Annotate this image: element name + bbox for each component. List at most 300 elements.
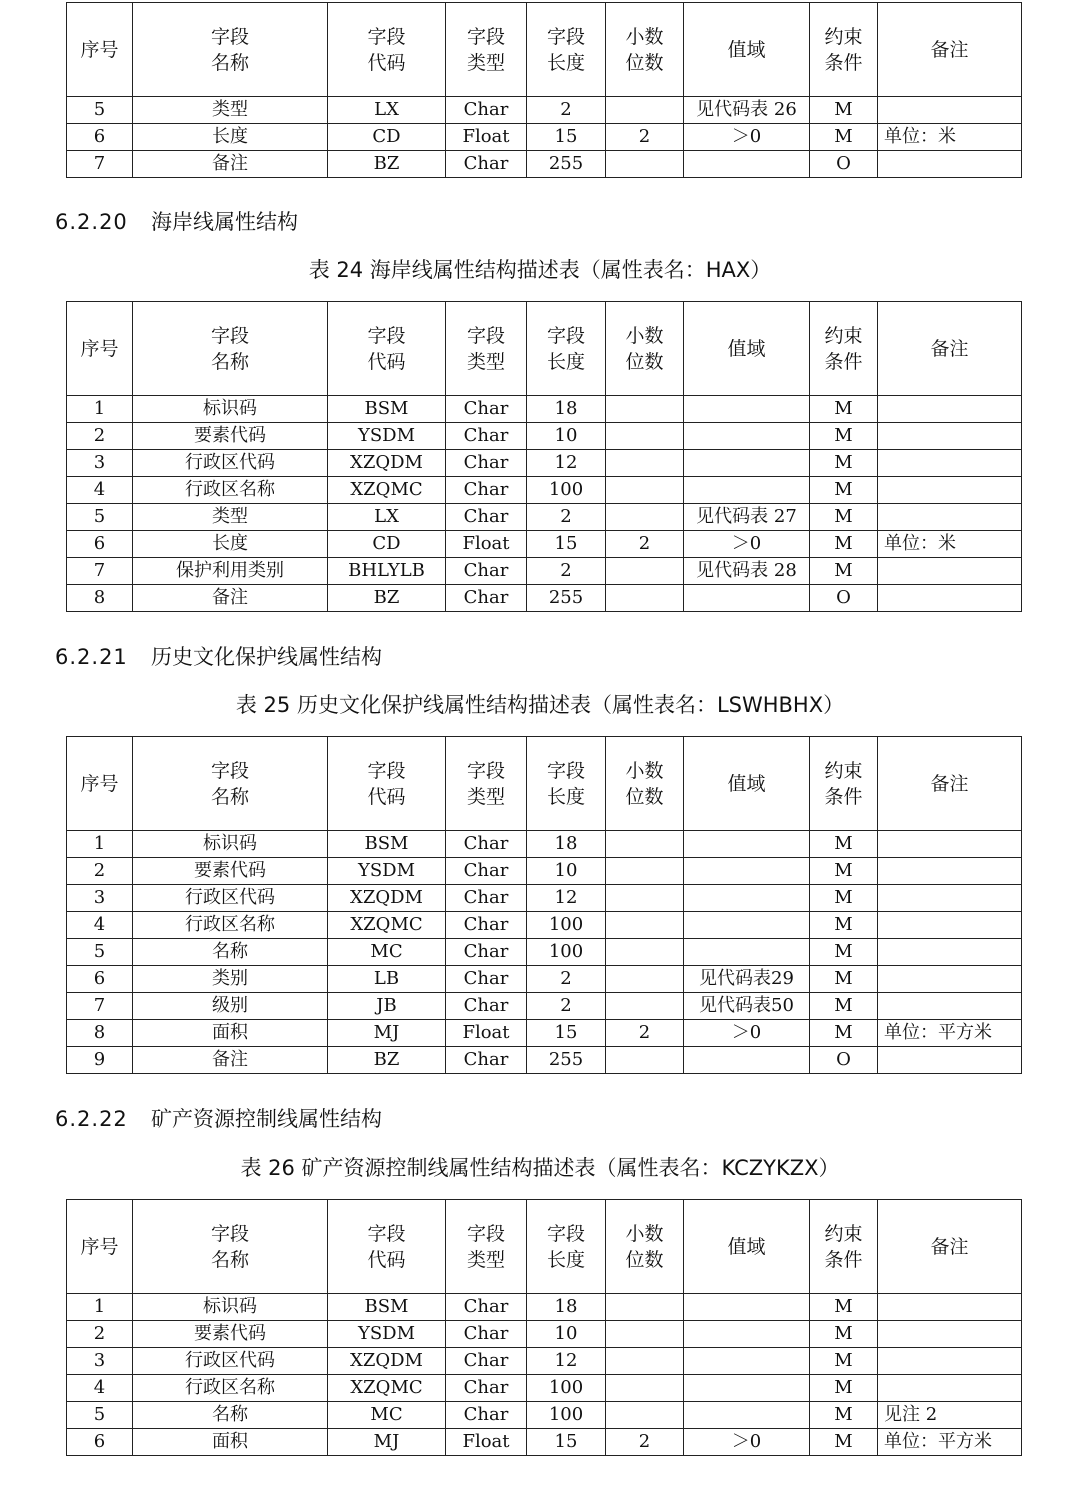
- cell-field-type: Float: [446, 1429, 527, 1456]
- table-row: [67, 966, 1022, 993]
- cell-constraint: M: [810, 531, 878, 558]
- header-field-code: 字段 代码: [328, 302, 446, 396]
- cell-seq: 2: [67, 858, 133, 885]
- cell-value-domain: [684, 1348, 810, 1375]
- header-row: [67, 737, 1022, 831]
- cell-remark: 见注 2: [878, 1402, 1022, 1429]
- cell-constraint: M: [810, 1402, 878, 1429]
- cell-decimals: [606, 396, 684, 423]
- table-24-coastline: [66, 301, 1022, 612]
- cell-field-length: 2: [527, 558, 606, 585]
- cell-field-length: 2: [527, 993, 606, 1020]
- cell-field-length: 18: [527, 831, 606, 858]
- cell-constraint: M: [810, 423, 878, 450]
- header-decimals: 小数 位数: [606, 737, 684, 831]
- cell-field-length: 100: [527, 912, 606, 939]
- header-field-length: 字段 长度: [527, 302, 606, 396]
- cell-decimals: [606, 423, 684, 450]
- cell-seq: 7: [67, 151, 133, 178]
- cell-value-domain: [684, 477, 810, 504]
- cell-field-type: Char: [446, 504, 527, 531]
- cell-decimals: [606, 450, 684, 477]
- cell-constraint: M: [810, 912, 878, 939]
- cell-field-length: 15: [527, 531, 606, 558]
- cell-remark: [878, 831, 1022, 858]
- header-constraint: 约束 条件: [810, 737, 878, 831]
- cell-field-length: 100: [527, 939, 606, 966]
- cell-remark: [878, 966, 1022, 993]
- cell-remark: [878, 1047, 1022, 1074]
- header-field-type: 字段 类型: [446, 1200, 527, 1294]
- cell-value-domain: ＞0: [684, 1429, 810, 1456]
- table-row: [67, 1020, 1022, 1047]
- cell-decimals: [606, 585, 684, 612]
- cell-field-length: 15: [527, 1020, 606, 1047]
- cell-decimals: [606, 1375, 684, 1402]
- header-field-code: 字段 代码: [328, 1200, 446, 1294]
- section-title: 矿产资源控制线属性结构: [151, 1107, 382, 1131]
- cell-constraint: M: [810, 1429, 878, 1456]
- cell-constraint: M: [810, 97, 878, 124]
- cell-field-name: 长度: [133, 531, 328, 558]
- cell-field-name: 行政区名称: [133, 477, 328, 504]
- cell-decimals: 2: [606, 531, 684, 558]
- cell-field-name: 名称: [133, 1402, 328, 1429]
- table-row: [67, 912, 1022, 939]
- cell-value-domain: [684, 912, 810, 939]
- cell-seq: 4: [67, 912, 133, 939]
- cell-seq: 5: [67, 97, 133, 124]
- header-value-domain: 值域: [684, 3, 810, 97]
- cell-field-code: BSM: [328, 831, 446, 858]
- cell-field-length: 15: [527, 1429, 606, 1456]
- section-number: 6.2.21: [55, 645, 128, 669]
- cell-constraint: M: [810, 558, 878, 585]
- table-row: [67, 1429, 1022, 1456]
- cell-value-domain: [684, 858, 810, 885]
- cell-field-length: 12: [527, 1348, 606, 1375]
- cell-field-length: 18: [527, 396, 606, 423]
- cell-constraint: M: [810, 477, 878, 504]
- cell-field-name: 行政区名称: [133, 912, 328, 939]
- cell-constraint: M: [810, 1321, 878, 1348]
- cell-field-length: 12: [527, 885, 606, 912]
- cell-seq: 4: [67, 1375, 133, 1402]
- table-row: [67, 939, 1022, 966]
- cell-field-name: 长度: [133, 124, 328, 151]
- cell-field-code: MJ: [328, 1020, 446, 1047]
- cell-value-domain: 见代码表29: [684, 966, 810, 993]
- cell-decimals: 2: [606, 1429, 684, 1456]
- cell-field-length: 100: [527, 477, 606, 504]
- header-value-domain: 值域: [684, 737, 810, 831]
- cell-field-name: 要素代码: [133, 1321, 328, 1348]
- cell-value-domain: [684, 396, 810, 423]
- header-constraint: 约束 条件: [810, 1200, 878, 1294]
- header-field-name: 字段 名称: [133, 737, 328, 831]
- cell-remark: [878, 423, 1022, 450]
- cell-constraint: M: [810, 1020, 878, 1047]
- table-row: [67, 124, 1022, 151]
- cell-field-type: Char: [446, 885, 527, 912]
- header-field-length: 字段 长度: [527, 737, 606, 831]
- section-title: 历史文化保护线属性结构: [151, 645, 382, 669]
- cell-decimals: [606, 477, 684, 504]
- cell-decimals: [606, 1047, 684, 1074]
- cell-field-code: XZQDM: [328, 1348, 446, 1375]
- section-heading-6-2-20: [55, 208, 298, 236]
- cell-field-type: Char: [446, 1321, 527, 1348]
- table-row: [67, 1402, 1022, 1429]
- cell-field-type: Char: [446, 939, 527, 966]
- cell-field-code: LB: [328, 966, 446, 993]
- cell-seq: 3: [67, 450, 133, 477]
- cell-value-domain: [684, 423, 810, 450]
- cell-field-code: YSDM: [328, 858, 446, 885]
- cell-field-type: Char: [446, 966, 527, 993]
- section-title: 海岸线属性结构: [151, 210, 298, 234]
- cell-decimals: [606, 939, 684, 966]
- cell-value-domain: ＞0: [684, 531, 810, 558]
- table-26-mineral-resources: [66, 1199, 1022, 1456]
- cell-field-length: 100: [527, 1402, 606, 1429]
- cell-field-code: XZQMC: [328, 912, 446, 939]
- cell-value-domain: 见代码表 27: [684, 504, 810, 531]
- table-row: [67, 423, 1022, 450]
- cell-seq: 8: [67, 585, 133, 612]
- cell-seq: 5: [67, 504, 133, 531]
- cell-field-length: 2: [527, 966, 606, 993]
- cell-field-length: 18: [527, 1294, 606, 1321]
- header-field-code: 字段 代码: [328, 3, 446, 97]
- cell-value-domain: ＞0: [684, 124, 810, 151]
- cell-field-type: Char: [446, 912, 527, 939]
- cell-field-name: 行政区名称: [133, 1375, 328, 1402]
- header-field-name: 字段 名称: [133, 1200, 328, 1294]
- cell-value-domain: 见代码表 26: [684, 97, 810, 124]
- cell-value-domain: [684, 1402, 810, 1429]
- cell-field-code: BZ: [328, 151, 446, 178]
- header-field-type: 字段 类型: [446, 737, 527, 831]
- cell-seq: 8: [67, 1020, 133, 1047]
- cell-constraint: M: [810, 966, 878, 993]
- cell-seq: 7: [67, 993, 133, 1020]
- cell-seq: 7: [67, 558, 133, 585]
- cell-value-domain: [684, 585, 810, 612]
- cell-field-code: BHLYLB: [328, 558, 446, 585]
- cell-field-type: Char: [446, 1047, 527, 1074]
- table-caption-24: 表 24 海岸线属性结构描述表（属性表名：HAX）: [308, 258, 772, 282]
- header-remark: 备注: [878, 302, 1022, 396]
- cell-field-type: Char: [446, 993, 527, 1020]
- cell-decimals: [606, 97, 684, 124]
- cell-field-type: Char: [446, 423, 527, 450]
- cell-remark: [878, 912, 1022, 939]
- cell-value-domain: ＞0: [684, 1020, 810, 1047]
- cell-seq: 1: [67, 1294, 133, 1321]
- cell-field-name: 标识码: [133, 1294, 328, 1321]
- cell-field-code: XZQMC: [328, 477, 446, 504]
- cell-field-name: 类型: [133, 504, 328, 531]
- cell-constraint: M: [810, 124, 878, 151]
- section-heading-6-2-21: [55, 643, 382, 671]
- cell-decimals: [606, 558, 684, 585]
- cell-field-name: 备注: [133, 151, 328, 178]
- cell-seq: 2: [67, 423, 133, 450]
- cell-remark: [878, 993, 1022, 1020]
- table-row: [67, 1375, 1022, 1402]
- cell-remark: [878, 939, 1022, 966]
- header-value-domain: 值域: [684, 1200, 810, 1294]
- cell-constraint: M: [810, 1375, 878, 1402]
- cell-decimals: [606, 1294, 684, 1321]
- cell-field-code: XZQDM: [328, 885, 446, 912]
- cell-constraint: M: [810, 504, 878, 531]
- cell-constraint: M: [810, 1348, 878, 1375]
- cell-decimals: [606, 151, 684, 178]
- cell-field-type: Char: [446, 585, 527, 612]
- table-continued: [66, 2, 1022, 178]
- cell-value-domain: 见代码表50: [684, 993, 810, 1020]
- cell-decimals: [606, 1402, 684, 1429]
- cell-remark: 单位：平方米: [878, 1020, 1022, 1047]
- cell-decimals: [606, 885, 684, 912]
- cell-field-length: 100: [527, 1375, 606, 1402]
- cell-seq: 1: [67, 831, 133, 858]
- cell-decimals: [606, 912, 684, 939]
- cell-field-name: 标识码: [133, 396, 328, 423]
- cell-constraint: M: [810, 450, 878, 477]
- cell-field-type: Char: [446, 151, 527, 178]
- header-remark: 备注: [878, 3, 1022, 97]
- header-decimals: 小数 位数: [606, 302, 684, 396]
- cell-field-name: 要素代码: [133, 423, 328, 450]
- cell-decimals: 2: [606, 124, 684, 151]
- cell-constraint: M: [810, 993, 878, 1020]
- cell-value-domain: [684, 151, 810, 178]
- cell-field-name: 类型: [133, 97, 328, 124]
- cell-field-length: 10: [527, 1321, 606, 1348]
- cell-field-code: BZ: [328, 585, 446, 612]
- cell-remark: [878, 885, 1022, 912]
- header-seq: 序号: [67, 302, 133, 396]
- cell-constraint: M: [810, 831, 878, 858]
- section-number: 6.2.22: [55, 1107, 128, 1131]
- cell-value-domain: [684, 1375, 810, 1402]
- table-row: [67, 1321, 1022, 1348]
- cell-field-type: Float: [446, 531, 527, 558]
- cell-remark: [878, 858, 1022, 885]
- table-caption-26: 表 26 矿产资源控制线属性结构描述表（属性表名：KCZYKZX）: [240, 1156, 840, 1180]
- cell-field-name: 面积: [133, 1020, 328, 1047]
- cell-field-code: BSM: [328, 1294, 446, 1321]
- cell-seq: 6: [67, 1429, 133, 1456]
- cell-decimals: [606, 504, 684, 531]
- cell-decimals: [606, 831, 684, 858]
- cell-field-type: Char: [446, 1294, 527, 1321]
- cell-decimals: [606, 858, 684, 885]
- header-row: [67, 3, 1022, 97]
- table-row: [67, 504, 1022, 531]
- cell-field-type: Char: [446, 831, 527, 858]
- cell-field-code: BSM: [328, 396, 446, 423]
- cell-seq: 5: [67, 939, 133, 966]
- cell-field-name: 标识码: [133, 831, 328, 858]
- table-row: [67, 97, 1022, 124]
- table-row: [67, 396, 1022, 423]
- cell-remark: [878, 450, 1022, 477]
- cell-field-type: Float: [446, 1020, 527, 1047]
- cell-seq: 6: [67, 531, 133, 558]
- table-row: [67, 1348, 1022, 1375]
- cell-field-length: 12: [527, 450, 606, 477]
- table-row: [67, 885, 1022, 912]
- cell-remark: [878, 1294, 1022, 1321]
- cell-field-code: MC: [328, 1402, 446, 1429]
- header-remark: 备注: [878, 1200, 1022, 1294]
- cell-field-name: 行政区代码: [133, 450, 328, 477]
- cell-field-code: MC: [328, 939, 446, 966]
- cell-field-length: 255: [527, 151, 606, 178]
- cell-seq: 1: [67, 396, 133, 423]
- cell-field-name: 行政区代码: [133, 1348, 328, 1375]
- cell-remark: 单位：米: [878, 531, 1022, 558]
- cell-decimals: [606, 1348, 684, 1375]
- cell-field-type: Char: [446, 97, 527, 124]
- cell-constraint: M: [810, 939, 878, 966]
- cell-field-length: 2: [527, 97, 606, 124]
- cell-field-name: 要素代码: [133, 858, 328, 885]
- cell-field-type: Char: [446, 858, 527, 885]
- cell-field-type: Char: [446, 1375, 527, 1402]
- header-seq: 序号: [67, 1200, 133, 1294]
- header-field-name: 字段 名称: [133, 302, 328, 396]
- cell-field-length: 2: [527, 504, 606, 531]
- header-field-length: 字段 长度: [527, 1200, 606, 1294]
- cell-field-code: MJ: [328, 1429, 446, 1456]
- cell-seq: 3: [67, 885, 133, 912]
- header-field-type: 字段 类型: [446, 3, 527, 97]
- cell-field-name: 备注: [133, 585, 328, 612]
- cell-field-length: 255: [527, 585, 606, 612]
- cell-value-domain: [684, 1321, 810, 1348]
- cell-value-domain: [684, 1294, 810, 1321]
- cell-decimals: [606, 993, 684, 1020]
- cell-field-length: 255: [527, 1047, 606, 1074]
- section-number: 6.2.20: [55, 210, 128, 234]
- header-seq: 序号: [67, 3, 133, 97]
- cell-constraint: M: [810, 1294, 878, 1321]
- cell-field-length: 15: [527, 124, 606, 151]
- cell-remark: [878, 585, 1022, 612]
- cell-field-type: Char: [446, 1348, 527, 1375]
- cell-value-domain: [684, 939, 810, 966]
- cell-field-name: 名称: [133, 939, 328, 966]
- header-value-domain: 值域: [684, 302, 810, 396]
- table-row: [67, 858, 1022, 885]
- cell-decimals: 2: [606, 1020, 684, 1047]
- cell-remark: [878, 1321, 1022, 1348]
- cell-constraint: O: [810, 1047, 878, 1074]
- cell-seq: 4: [67, 477, 133, 504]
- table-25-historic-culture: [66, 736, 1022, 1074]
- cell-decimals: [606, 1321, 684, 1348]
- cell-seq: 6: [67, 966, 133, 993]
- cell-field-type: Float: [446, 124, 527, 151]
- header-remark: 备注: [878, 737, 1022, 831]
- cell-field-length: 10: [527, 858, 606, 885]
- cell-field-code: BZ: [328, 1047, 446, 1074]
- cell-field-code: LX: [328, 504, 446, 531]
- cell-seq: 5: [67, 1402, 133, 1429]
- header-constraint: 约束 条件: [810, 302, 878, 396]
- cell-field-type: Char: [446, 450, 527, 477]
- table-row: [67, 1047, 1022, 1074]
- cell-remark: [878, 477, 1022, 504]
- cell-field-name: 行政区代码: [133, 885, 328, 912]
- cell-field-code: CD: [328, 124, 446, 151]
- cell-constraint: M: [810, 885, 878, 912]
- cell-field-name: 备注: [133, 1047, 328, 1074]
- cell-field-type: Char: [446, 1402, 527, 1429]
- cell-field-type: Char: [446, 396, 527, 423]
- cell-value-domain: [684, 1047, 810, 1074]
- cell-field-name: 级别: [133, 993, 328, 1020]
- header-field-name: 字段 名称: [133, 3, 328, 97]
- cell-value-domain: [684, 885, 810, 912]
- header-decimals: 小数 位数: [606, 1200, 684, 1294]
- cell-remark: [878, 151, 1022, 178]
- cell-field-name: 类别: [133, 966, 328, 993]
- cell-seq: 6: [67, 124, 133, 151]
- cell-remark: [878, 1375, 1022, 1402]
- header-row: [67, 302, 1022, 396]
- header-field-code: 字段 代码: [328, 737, 446, 831]
- cell-constraint: O: [810, 151, 878, 178]
- table-row: [67, 585, 1022, 612]
- header-seq: 序号: [67, 737, 133, 831]
- cell-field-code: XZQMC: [328, 1375, 446, 1402]
- table-row: [67, 477, 1022, 504]
- cell-field-code: XZQDM: [328, 450, 446, 477]
- cell-remark: [878, 97, 1022, 124]
- cell-field-code: YSDM: [328, 1321, 446, 1348]
- cell-value-domain: 见代码表 28: [684, 558, 810, 585]
- table-caption-25: 表 25 历史文化保护线属性结构描述表（属性表名：LSWHBHX）: [235, 693, 845, 717]
- cell-remark: [878, 504, 1022, 531]
- cell-field-name: 保护利用类别: [133, 558, 328, 585]
- cell-decimals: [606, 966, 684, 993]
- cell-remark: 单位：平方米: [878, 1429, 1022, 1456]
- cell-constraint: M: [810, 858, 878, 885]
- table-row: [67, 558, 1022, 585]
- table-row: [67, 151, 1022, 178]
- cell-value-domain: [684, 450, 810, 477]
- cell-remark: [878, 396, 1022, 423]
- cell-field-type: Char: [446, 477, 527, 504]
- header-row: [67, 1200, 1022, 1294]
- header-decimals: 小数 位数: [606, 3, 684, 97]
- cell-constraint: M: [810, 396, 878, 423]
- table-row: [67, 1294, 1022, 1321]
- cell-remark: [878, 558, 1022, 585]
- table-row: [67, 993, 1022, 1020]
- cell-constraint: O: [810, 585, 878, 612]
- header-constraint: 约束 条件: [810, 3, 878, 97]
- cell-field-code: YSDM: [328, 423, 446, 450]
- cell-field-name: 面积: [133, 1429, 328, 1456]
- cell-seq: 9: [67, 1047, 133, 1074]
